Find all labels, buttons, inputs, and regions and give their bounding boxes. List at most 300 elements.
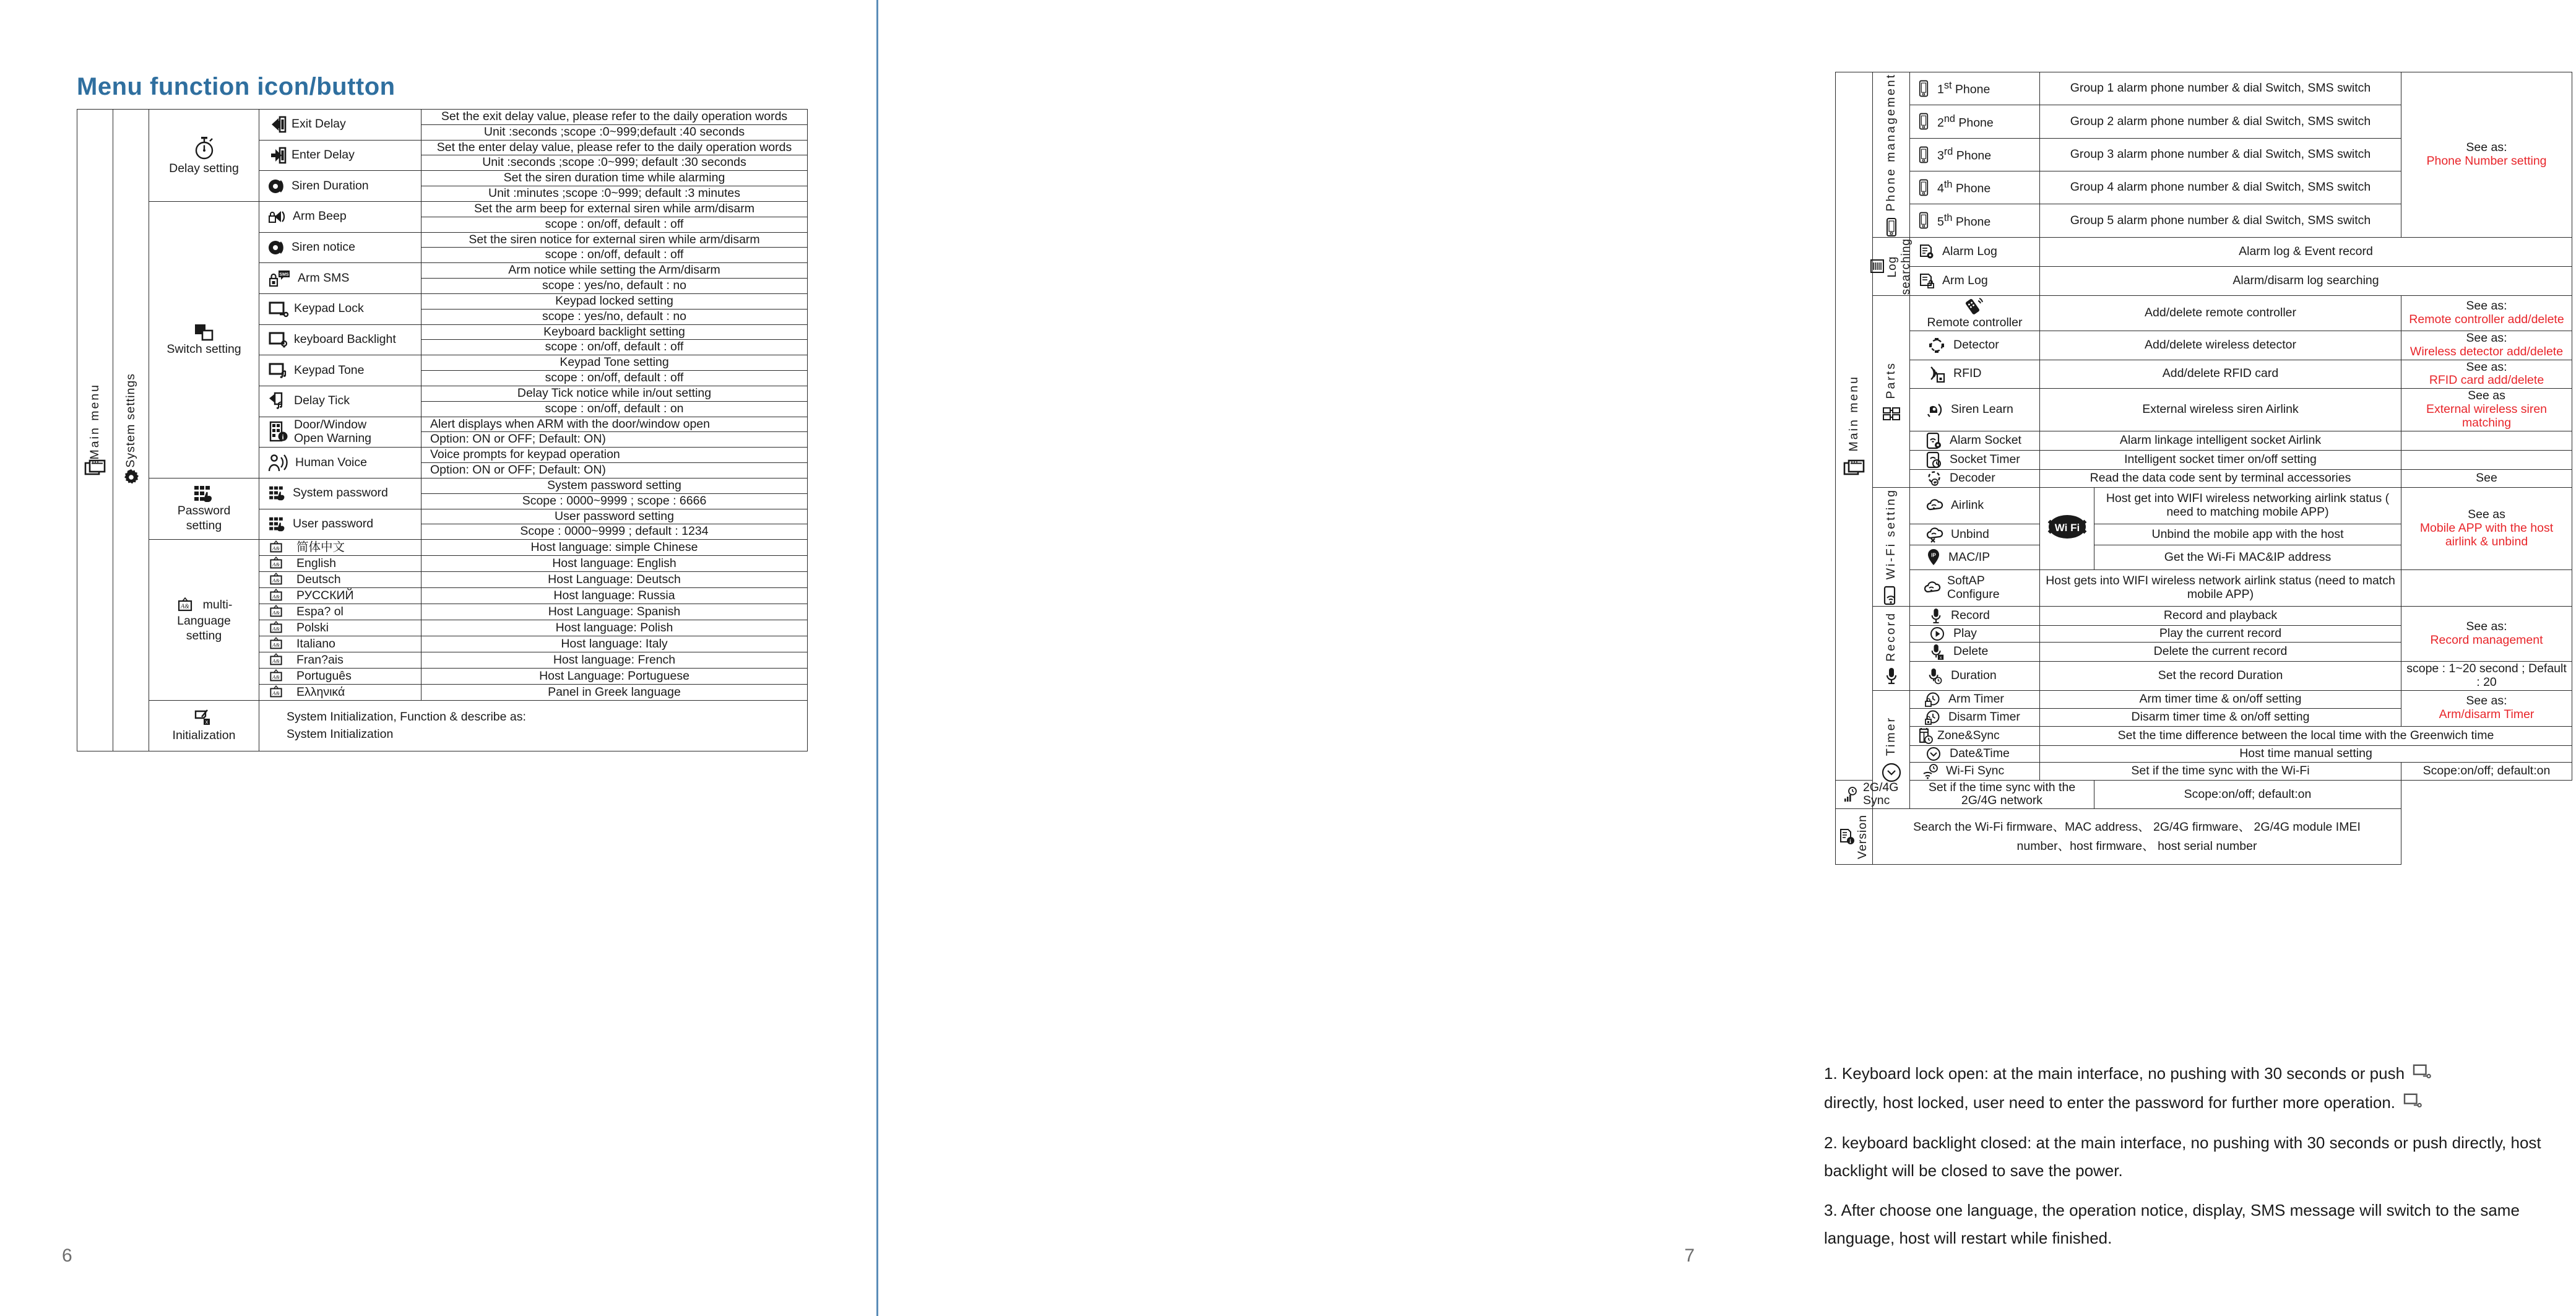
row-label: Wi-Fi Sync xyxy=(1946,763,2005,777)
language-icon xyxy=(268,605,284,619)
human-voice-icon xyxy=(268,453,290,473)
row-label-cell xyxy=(1910,487,2040,524)
group-label: Phone management xyxy=(1883,73,1898,212)
row-scope: scope : yes/no, default : no xyxy=(421,279,808,294)
language-icon xyxy=(176,597,194,613)
version-desc: Search the Wi-Fi firmware、MAC address、 2G/4G firmware、 2G/4G module IMEI number、host firmware、 host serial number xyxy=(1873,809,2401,864)
table-row xyxy=(1836,569,2572,606)
table-row xyxy=(1836,431,2572,450)
phone-icon xyxy=(1919,80,1929,97)
parts-icon xyxy=(1882,405,1901,422)
row-scope: Scope : 0000~9999 ; default : 1234 xyxy=(421,524,808,540)
row-desc: Host language: simple Chinese xyxy=(421,540,808,556)
table-row xyxy=(1836,780,2572,809)
page-title: Menu function icon/button xyxy=(77,73,395,100)
row-label: Zone&Sync xyxy=(1937,728,2000,742)
see-as-wifi xyxy=(2401,487,2572,569)
ip-pin-icon xyxy=(1926,548,1941,566)
col-main-menu xyxy=(1836,72,1873,781)
row-label-cell xyxy=(259,478,421,509)
row-label: Ελληνικά xyxy=(296,685,345,699)
see-as-cell xyxy=(2401,360,2572,389)
svg-text:A&: A& xyxy=(272,690,280,696)
row-label: Siren notice xyxy=(292,240,355,254)
row-label: Deutsch xyxy=(296,572,341,586)
phone-icon xyxy=(1919,146,1929,163)
siren-icon xyxy=(268,178,287,195)
row-label: Alarm Log xyxy=(1942,244,1997,258)
group-label: Version xyxy=(1855,814,1869,859)
row-label: Português xyxy=(296,669,352,683)
row-desc: Group 4 alarm phone number & dial Switch, SMS switch xyxy=(2040,171,2401,204)
row-label: English xyxy=(296,556,336,570)
row-desc: Host Language: Portuguese xyxy=(421,669,808,685)
row-desc: Arm notice while setting the Arm/disarm xyxy=(421,263,808,279)
svg-text:SMS: SMS xyxy=(279,272,289,277)
microphone-icon xyxy=(1930,607,1942,625)
row-label: 2G/4G Sync xyxy=(1863,780,1899,808)
row-desc: Alarm log & Event record xyxy=(2040,237,2572,266)
row-desc: Host gets into WIFI wireless network airlink status (need to match mobile APP) xyxy=(2040,569,2401,606)
table-row xyxy=(1836,389,2572,431)
row-label: 3rd Phone xyxy=(1937,146,1992,163)
row-label-cell xyxy=(1910,708,2040,726)
row-label-cell xyxy=(1910,105,2040,138)
row-desc: Play the current record xyxy=(2040,626,2401,643)
row-desc: Set the siren duration time while alarming xyxy=(421,171,808,186)
airlink-cloud-icon xyxy=(1926,498,1943,513)
row-label: Record xyxy=(1951,608,1990,623)
see-as-cell xyxy=(2401,469,2572,487)
row-label: Delay Tick xyxy=(294,394,350,408)
svg-text:1: 1 xyxy=(1934,481,1936,486)
row-label: РУССКИЙ xyxy=(296,588,354,602)
wifi-sync-icon xyxy=(1922,763,1938,779)
phone-icon xyxy=(1886,218,1897,236)
row-label: Siren Duration xyxy=(292,178,369,193)
gear-icon xyxy=(121,467,141,487)
see-as-target: External wireless siren matching xyxy=(2426,402,2548,430)
language-icon xyxy=(268,669,284,683)
group-log-searching xyxy=(1873,237,1913,295)
row-label-cell xyxy=(1910,690,2040,708)
row-label: Detector xyxy=(1953,337,1999,352)
row-desc: Alarm/disarm log searching xyxy=(2040,266,2572,295)
row-label-cell xyxy=(1910,545,2040,569)
row-desc: Arm timer time & on/off setting xyxy=(2040,690,2401,708)
row-scope: scope : on/off, default : off xyxy=(421,217,808,232)
row-label-cell xyxy=(1910,643,2040,662)
row-scope: Scope:on/off; default:on xyxy=(2401,762,2572,780)
language-icon xyxy=(268,621,284,635)
row-desc: Host time manual setting xyxy=(2040,745,2572,762)
group-label-line2: searching xyxy=(1899,238,1913,295)
row-desc: Set the enter delay value, please refer to the daily operation words xyxy=(421,140,808,155)
row-label: Polski xyxy=(296,620,329,634)
svg-text:Wi Fi: Wi Fi xyxy=(2054,521,2080,534)
keypad-lock-icon xyxy=(2402,1089,2423,1118)
arm-sms-icon xyxy=(268,269,293,288)
siren-learn-icon xyxy=(1926,402,1943,418)
row-desc: Add/delete remote controller xyxy=(2040,296,2401,331)
phone-icon xyxy=(1919,179,1929,196)
row-label-cell xyxy=(1910,626,2040,643)
language-icon xyxy=(268,637,284,651)
row-label: Keypad Tone xyxy=(294,363,365,377)
row-label-cell xyxy=(1910,745,2040,762)
see-as-label: See as: xyxy=(2466,620,2507,634)
table-row xyxy=(1836,72,2572,105)
keyboard-backlight-icon xyxy=(268,331,289,348)
group-delay-setting xyxy=(149,110,259,202)
table-row xyxy=(77,540,808,556)
initialization-desc-line1: System Initialization, Function & describe as: xyxy=(287,710,526,724)
note-1 xyxy=(1824,1060,2576,1118)
row-desc: Set the arm beep for external siren while arm/disarm xyxy=(421,201,808,217)
group-initialization xyxy=(149,701,259,751)
row-label: Play xyxy=(1953,626,1977,641)
row-desc: Set the siren notice for external siren while arm/disarm xyxy=(421,232,808,248)
row-desc: Record and playback xyxy=(2040,607,2401,626)
group-label-line3: setting xyxy=(186,628,222,643)
stopwatch-icon xyxy=(192,135,216,161)
row-label: Alarm Socket xyxy=(1950,433,2021,447)
row-label-cell xyxy=(259,620,421,636)
table-row xyxy=(77,110,808,125)
see-as-target: Wireless detector add/delete xyxy=(2410,344,2564,358)
table-row xyxy=(1836,607,2572,626)
col-main-menu xyxy=(77,110,113,751)
row-desc: Unbind the mobile app with the host xyxy=(2094,524,2401,545)
row-scope: Unit :seconds ;scope :0~999; default :30 seconds xyxy=(421,155,808,171)
row-scope: scope : on/off, default : off xyxy=(421,340,808,355)
keypad-tone-icon xyxy=(268,362,289,379)
record-duration-scope: scope : 1~20 second ; Default : 20 xyxy=(2401,662,2572,691)
row-scope: Unit :minutes ;scope :0~999; default :3 minutes xyxy=(421,186,808,202)
row-desc: User password setting xyxy=(421,509,808,524)
row-label: Socket Timer xyxy=(1950,452,2020,466)
row-desc: Get the Wi-Fi MAC&IP address xyxy=(2094,545,2401,569)
svg-text:A&: A& xyxy=(272,609,280,616)
group-parts xyxy=(1873,296,1910,488)
svg-text:A&: A& xyxy=(272,561,280,568)
row-desc: Group 5 alarm phone number & dial Switch, SMS switch xyxy=(2040,204,2401,237)
group-label: Parts xyxy=(1883,361,1898,399)
row-desc: Keypad locked setting xyxy=(421,293,808,309)
table-row xyxy=(1836,331,2572,360)
group-label-line1: multi- xyxy=(202,597,233,612)
arm-beep-icon xyxy=(268,208,288,225)
play-icon xyxy=(1930,626,1945,641)
svg-text:A&: A& xyxy=(272,593,280,600)
group-label-line2: setting xyxy=(186,519,222,533)
row-desc: Host language: French xyxy=(421,652,808,669)
see-as-label: See as: xyxy=(2466,331,2507,345)
col-system-settings xyxy=(113,110,149,751)
group-label: Timer xyxy=(1883,716,1898,756)
row-label-line2: Open Warning xyxy=(294,431,372,445)
table-row xyxy=(1836,266,2572,295)
table-body xyxy=(1836,72,2572,865)
page-number-right: 7 xyxy=(1684,1245,1695,1266)
row-label-cell xyxy=(259,232,421,263)
see-as-target: Mobile APP with the host airlink & unbind xyxy=(2419,521,2554,548)
row-desc: Delay Tick notice while in/out setting xyxy=(421,386,808,401)
see-as-cell xyxy=(2401,331,2572,360)
group-phone-management xyxy=(1873,72,1910,238)
phone-icon xyxy=(1919,212,1929,229)
row-desc: Group 3 alarm phone number & dial Switch, SMS switch xyxy=(2040,138,2401,171)
zone-sync-icon xyxy=(1917,727,1934,745)
row-label-cell xyxy=(1836,780,1899,809)
row-desc: Intelligent socket timer on/off setting xyxy=(2040,450,2401,469)
row-label: 2nd Phone xyxy=(1937,113,1994,130)
row-scope: scope : on/off, default : off xyxy=(421,248,808,263)
svg-text:A&: A& xyxy=(272,577,280,584)
keypad-lock-icon xyxy=(2411,1060,2432,1089)
row-label-cell xyxy=(1910,237,2040,266)
row-label-cell xyxy=(259,636,421,652)
row-label: Keypad Lock xyxy=(294,301,364,316)
group-version xyxy=(1836,809,1873,864)
svg-text:A&: A& xyxy=(272,673,280,680)
svg-text:A&: A& xyxy=(272,545,280,552)
page-left xyxy=(0,0,877,1316)
row-label-cell xyxy=(1910,569,2040,606)
row-desc: Alert displays when ARM with the door/window open xyxy=(421,417,808,432)
language-icon xyxy=(268,573,284,587)
row-label-cell xyxy=(259,448,421,478)
rfid-icon xyxy=(1929,365,1945,383)
group-label-line1: Log xyxy=(1886,255,1900,277)
svg-text:i: i xyxy=(282,433,284,441)
group-password-setting xyxy=(149,478,259,539)
row-label-cell xyxy=(1910,331,2040,360)
table-row xyxy=(1836,762,2572,780)
table-row xyxy=(77,701,808,751)
row-label: User password xyxy=(293,516,374,530)
row-scope: Option: ON or OFF; Default: ON) xyxy=(421,432,808,448)
alarm-log-icon xyxy=(1919,244,1935,260)
page-right xyxy=(877,0,2567,1316)
note-2: 2. keyboard backlight closed: at the main interface, no pushing with 30 seconds or push directly, host backlight will be closed to save the power. xyxy=(1824,1133,2541,1180)
table-row xyxy=(77,201,808,217)
row-label-cell xyxy=(259,509,421,540)
row-label-cell xyxy=(259,324,421,355)
row-label: Disarm Timer xyxy=(1948,709,2020,724)
row-scope: scope : on/off, default : on xyxy=(421,401,808,417)
version-icon xyxy=(1839,828,1855,846)
row-label-cell xyxy=(259,171,421,202)
row-label: 1st Phone xyxy=(1937,80,1990,97)
main-menu-icon xyxy=(1844,460,1865,477)
row-scope: Scope:on/off; default:on xyxy=(2094,780,2401,809)
row-label: Human Voice xyxy=(295,455,367,469)
row-desc: System password setting xyxy=(421,478,808,493)
keypad-hand-icon xyxy=(268,485,288,501)
group-label-line2: Language xyxy=(177,613,231,628)
row-label: Espa? ol xyxy=(296,604,344,618)
table-row xyxy=(1836,360,2572,389)
table-row xyxy=(1836,809,2572,864)
see-as-label: See as: xyxy=(2466,694,2507,708)
row-label-cell xyxy=(1910,450,2040,469)
row-desc: Set if the time sync with the Wi-Fi xyxy=(2040,762,2401,780)
delay-tick-icon xyxy=(268,392,289,410)
note-1-line2: directly, host locked, user need to enter the password for further more operation. xyxy=(1824,1093,2395,1112)
row-label: 5th Phone xyxy=(1937,212,1991,229)
microphone-icon xyxy=(1885,667,1898,685)
row-label-cell xyxy=(1910,204,2040,237)
row-desc: Host language: Italy xyxy=(421,636,808,652)
main-menu-label: Main menu xyxy=(1846,374,1861,452)
row-desc: Host Language: Deutsch xyxy=(421,572,808,588)
disarm-timer-icon xyxy=(1925,709,1941,725)
table-body xyxy=(77,110,808,751)
see-as-label: See as: xyxy=(2466,299,2507,313)
row-label-cell xyxy=(1910,469,2040,487)
row-label: keyboard Backlight xyxy=(294,332,396,346)
row-scope: Scope : 0000~9999 ; scope : 6666 xyxy=(421,493,808,509)
row-scope: scope : yes/no, default : no xyxy=(421,309,808,324)
table-row xyxy=(1836,745,2572,762)
row-desc: Add/delete wireless detector xyxy=(2040,331,2401,360)
row-desc: Host get into WIFI wireless networking airlink status ( need to matching mobile APP) xyxy=(2094,487,2401,524)
row-label: Arm Timer xyxy=(1948,691,2004,706)
row-label-stack xyxy=(1947,574,2000,602)
row-label: Duration xyxy=(1951,668,1997,682)
row-label: Italiano xyxy=(296,636,335,651)
row-desc: Keypad Tone setting xyxy=(421,355,808,371)
clock-icon xyxy=(1926,747,1941,761)
see-as-label: See as: xyxy=(2466,140,2507,154)
row-label: Siren Learn xyxy=(1951,402,2013,416)
keypad-hand-icon xyxy=(268,516,288,532)
decoder-icon xyxy=(1926,470,1942,487)
row-label-cell xyxy=(1910,762,2040,780)
remote-controller-icon xyxy=(1964,297,1986,315)
row-label-cell xyxy=(1910,360,2040,389)
table-row xyxy=(1836,726,2572,745)
row-desc: Set the time difference between the local time with the Greenwich time xyxy=(2040,726,2572,745)
group-language-setting xyxy=(149,540,259,701)
row-label: MAC/IP xyxy=(1948,550,1990,564)
table-row xyxy=(1836,450,2572,469)
table-row xyxy=(1836,662,2572,691)
row-label-cell xyxy=(259,556,421,572)
group-label: Initialization xyxy=(172,728,236,742)
table-row xyxy=(1836,690,2572,708)
table-row xyxy=(1836,237,2572,266)
svg-text:x: x xyxy=(1939,654,1942,660)
row-label-cell xyxy=(1910,266,2040,295)
wifi-badge-cell xyxy=(2040,487,2094,569)
detector-icon xyxy=(1929,337,1945,353)
row-scope: scope : on/off, default : off xyxy=(421,371,808,386)
arm-timer-icon xyxy=(1925,691,1941,708)
table-row xyxy=(1836,296,2572,331)
row-desc: Panel in Greek language xyxy=(421,685,808,701)
row-desc: Host language: Polish xyxy=(421,620,808,636)
row-label: Decoder xyxy=(1950,470,1995,485)
row-label: Arm SMS xyxy=(298,271,350,285)
group-label: Delay setting xyxy=(169,162,239,176)
keypad-lock-icon xyxy=(268,300,289,318)
row-label-cell xyxy=(259,652,421,669)
initialization-desc xyxy=(259,701,808,751)
row-label: Airlink xyxy=(1951,498,1984,512)
row-label: Unbind xyxy=(1951,527,1989,541)
row-label: Arm Log xyxy=(1942,273,1988,287)
see-as-label: See xyxy=(2476,470,2497,485)
row-label-cell xyxy=(1910,662,2040,691)
see-as-timer xyxy=(2401,690,2572,726)
svg-text:IP: IP xyxy=(1931,552,1936,558)
row-desc: Set if the time sync with the 2G/4G network xyxy=(1910,780,2094,809)
row-desc: Host language: English xyxy=(421,556,808,572)
row-desc: Set the exit delay value, please refer to the daily operation words xyxy=(421,110,808,125)
row-scope: Unit :seconds ;scope :0~999;default :40 seconds xyxy=(421,124,808,140)
language-icon xyxy=(268,540,284,555)
group-label: Wi-Fi setting xyxy=(1883,488,1898,579)
clock-icon xyxy=(1881,762,1902,783)
see-as-label: See as: xyxy=(2466,360,2507,374)
row-label-line1: SoftAP xyxy=(1947,574,1985,587)
row-desc: Host language: Russia xyxy=(421,588,808,604)
row-label: RFID xyxy=(1953,366,1982,381)
see-as-label: See as xyxy=(2468,507,2505,521)
initialization-icon xyxy=(194,709,215,728)
row-label-stack xyxy=(294,418,371,446)
row-label: Enter Delay xyxy=(292,148,355,162)
row-label-cell xyxy=(259,572,421,588)
see-as-target: Arm/disarm Timer xyxy=(2439,708,2535,722)
arm-log-icon xyxy=(1919,273,1935,289)
door-window-warning-icon xyxy=(268,421,289,443)
row-desc: External wireless siren Airlink xyxy=(2040,389,2401,431)
page-number-left: 6 xyxy=(62,1245,72,1266)
row-label-cell xyxy=(1910,171,2040,204)
row-scope: Option: ON or OFF; Default: ON) xyxy=(421,463,808,478)
see-as-empty xyxy=(2401,569,2572,606)
see-as-cell xyxy=(2401,296,2572,331)
row-label: System password xyxy=(293,486,388,500)
microphone-delete-icon xyxy=(1930,643,1945,660)
switch-setting-icon xyxy=(194,323,215,342)
row-label: Remote controller xyxy=(1927,316,2023,330)
group-label: Switch setting xyxy=(166,342,241,356)
see-as-record xyxy=(2401,607,2572,662)
row-label-cell xyxy=(259,588,421,604)
row-label-cell xyxy=(259,201,421,232)
note-1-line1: 1. Keyboard lock open: at the main interface, no pushing with 30 seconds or push xyxy=(1824,1064,2405,1083)
wifi-badge-icon xyxy=(2048,513,2086,541)
see-as-phone xyxy=(2401,72,2572,238)
row-label-cell xyxy=(1910,389,2040,431)
see-as-target: Remote controller add/delete xyxy=(2409,312,2564,326)
language-icon xyxy=(268,685,284,699)
row-label-line2: Configure xyxy=(1947,587,2000,601)
row-label-cell xyxy=(259,540,421,556)
row-desc: Keyboard backlight setting xyxy=(421,324,808,340)
row-label-cell xyxy=(259,669,421,685)
initialization-desc-line2: System Initialization xyxy=(287,727,394,742)
footnotes xyxy=(1824,1060,2576,1264)
row-label-cell xyxy=(1910,296,2040,331)
softap-cloud-icon xyxy=(1924,581,1941,595)
row-label: Exit Delay xyxy=(292,117,346,131)
row-label-cell xyxy=(1910,138,2040,171)
